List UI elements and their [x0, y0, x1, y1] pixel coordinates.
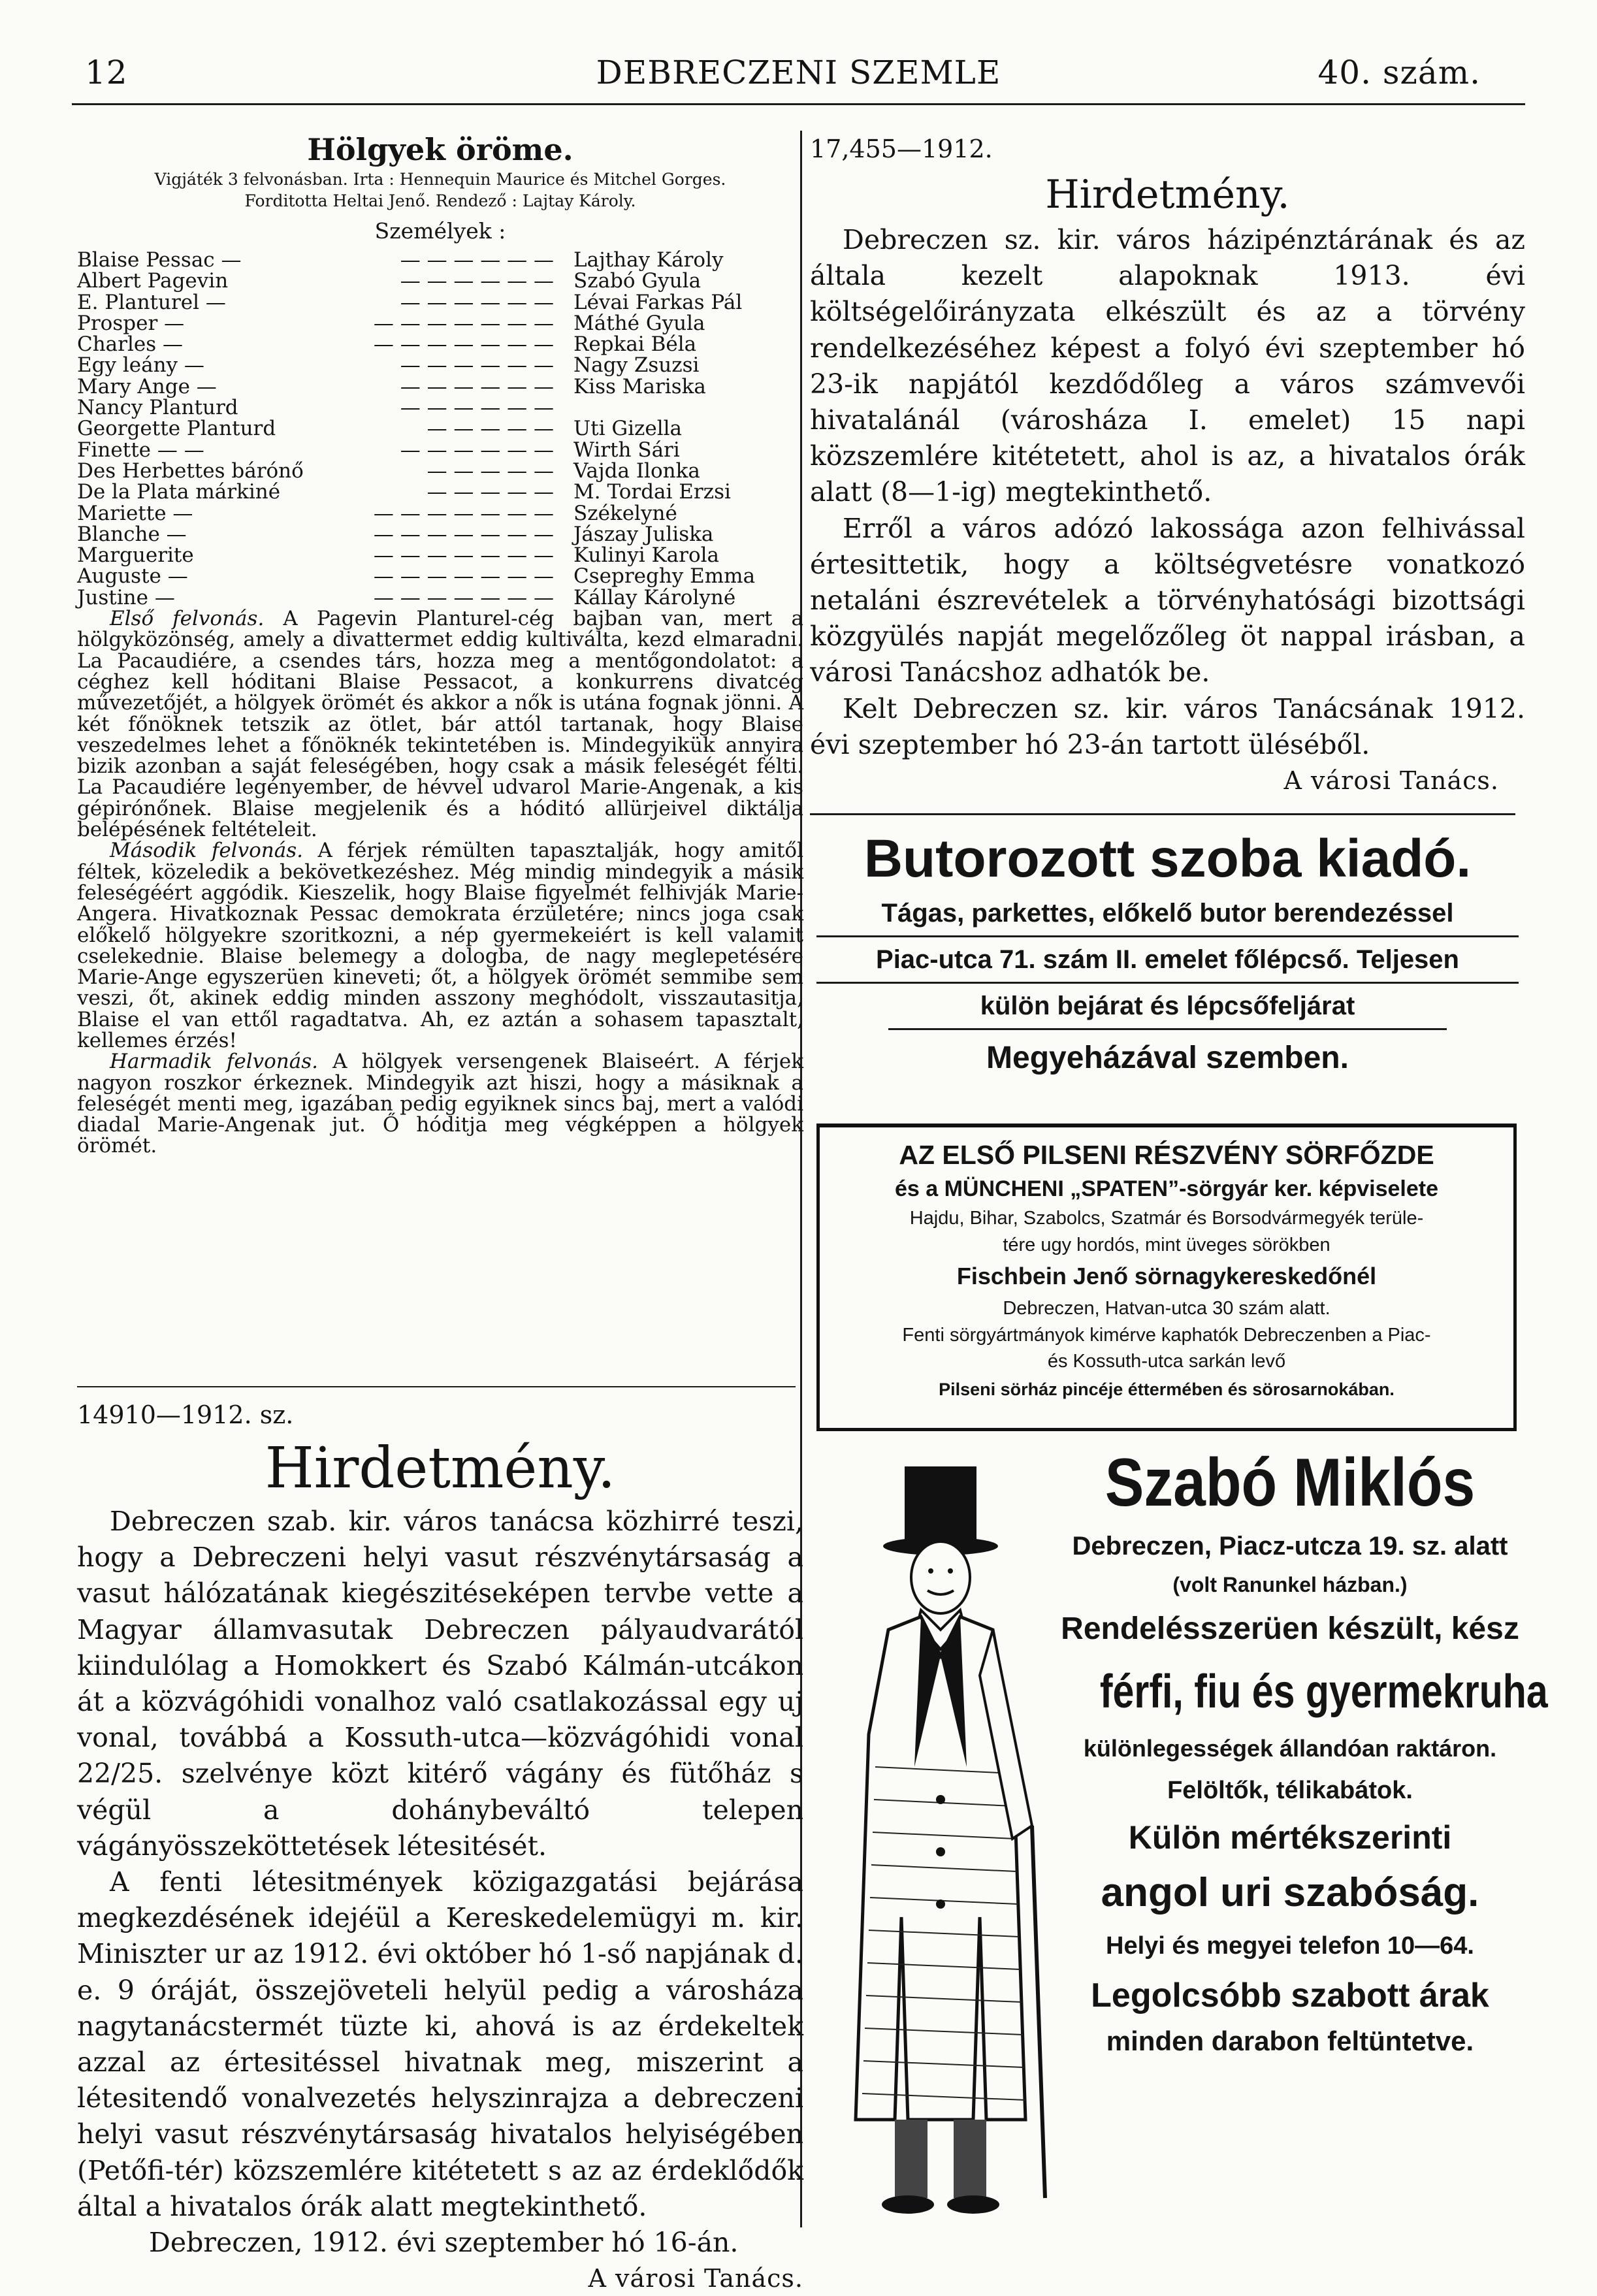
- ad-beer-address: Debreczen, Hatvan-utca 30 szám alatt.: [1003, 1298, 1331, 1319]
- cast-actor: Kiss Mariska: [573, 374, 706, 398]
- cast-role: Mariette —: [77, 501, 193, 525]
- cast-row: [77, 313, 803, 334]
- cast-role: Finette — —: [77, 438, 204, 462]
- cast-heading: Személyek :: [374, 218, 506, 244]
- cast-actor: Repkai Béla: [573, 332, 697, 357]
- cast-role: Charles —: [77, 332, 184, 357]
- cast-dashes: — — — — — — —: [373, 334, 554, 355]
- notice-left-date: Debreczen, 1912. évi szeptember hó 16-án.: [149, 2227, 739, 2259]
- gentleman-illustration: [816, 1460, 1065, 2231]
- publication-title: DEBRECZENI SZEMLE: [596, 54, 1001, 91]
- cast-role: Blanche —: [77, 522, 187, 546]
- section-rule-right: [810, 813, 1515, 815]
- cast-row: [77, 418, 803, 439]
- play-review: [77, 131, 803, 1157]
- act-text: A Pagevin Planturel-cég bajban van, mert a hölgyközönség, amely a divattermet eddig kultiválta, kezd elmaradni. La Pacaudiére, a csendes társ, hozza meg a mentőgondolatot: a céghez kell hóditani Blaise Pessacot, a konkurrens divatcég művezetőjét, a hölgyek örömét és akkor a nők is utána fognak jönni. A két főnöknek tetszik az ötlet, bár attól tartanak, hogy Blaise veszedelmes lehet a főnöknék tekintetében is. Mindegyikük annyira bizik azonban a saját feleségében, hogy csak a másik feleségét félti. La Pacaudiére legényember, de hévvel udvarol Marie-Angenak, a kis gépirónőnek. Blaise megjelenik és a hóditó allürjeivel diktálja belépésének feltételeit.: [77, 607, 803, 842]
- ad-room: [810, 823, 1525, 1082]
- cast-actor: Lajthay Károly: [573, 248, 724, 272]
- act-label: Első felvonás.: [110, 607, 265, 631]
- cast-row: [77, 250, 803, 270]
- cast-actor: Uti Gizella: [573, 417, 683, 441]
- notice-left-signature: A városi Tanács.: [588, 2264, 803, 2293]
- cast-row: [77, 440, 803, 461]
- notice-left-paragraph-1: Debreczen szab. kir. város tanácsa közhirré teszi, hogy a Debreczeni helyi vasut részvénytársaság a vasut hálózatának kiegészitéseképen tervbe vette a Magyar államvasutak Debreczen pályaudvarától kiindulólag a Homokkert és Szabó Kálmán-utcákon át a közvágóhidi vonalhoz való csatlakozással egy uj vonal, továbbá a Kossuth-utca—közvágóhidi vonal 22/25. szelvénye közt kitérő vágány és fütőház s végül a dohánybeváltó telepen vágányösszeköttetések létesitését.: [77, 1506, 803, 1862]
- notice-left: [77, 1397, 803, 2296]
- cast-row: [77, 503, 803, 524]
- cast-role: Nancy Planturd: [77, 396, 238, 420]
- act-summary: [77, 840, 803, 1051]
- cast-actor: Máthé Gyula: [573, 311, 705, 335]
- ad-room-line-4: Megyeházával szemben.: [986, 1041, 1349, 1075]
- cast-dashes: — — — — — —: [400, 250, 554, 271]
- cast-list: [77, 250, 803, 608]
- cast-role: Mary Ange —: [77, 374, 217, 398]
- cast-dashes: — — — — — — —: [373, 312, 554, 334]
- notice-left-ref: 14910—1912. sz.: [77, 1400, 294, 1429]
- ad-tailor: [816, 1440, 1548, 2231]
- cast-dashes: — — — — — —: [400, 291, 554, 313]
- ad-beer-line-1: Hajdu, Bihar, Szabolcs, Szatmár és Borsodvármegyék terüle-: [909, 1208, 1424, 1229]
- page-number: 12: [85, 54, 128, 91]
- cast-actor: Csepreghy Emma: [573, 564, 756, 589]
- cast-actor: Jászay Juliska: [573, 522, 714, 546]
- cast-row: [77, 481, 803, 502]
- issue-number: 40. szám.: [1317, 54, 1481, 91]
- play-credits-1: Vigjáték 3 felvonásban. Irta : Hennequin Maurice és Mitchel Gorges.: [154, 170, 726, 189]
- cast-row: [77, 397, 803, 418]
- cane-icon: [1032, 1826, 1045, 2198]
- cast-actor: Szabó Gyula: [573, 269, 702, 293]
- cast-actor: Vajda Ilonka: [573, 459, 700, 483]
- cast-role: Blaise Pessac —: [77, 248, 242, 272]
- tailor-name: Szabó Miklós: [1105, 1445, 1476, 1521]
- act-label: Harmadik felvonás.: [110, 1050, 319, 1074]
- cast-dashes: — — — — — —: [400, 439, 554, 461]
- cast-role: Justine —: [77, 585, 175, 609]
- tailor-line-6: angol uri szabóság.: [1101, 1870, 1479, 1915]
- act-text: A hölgyek versengenek Blaiseért. A férjek nagyon roszkor érkeznek. Mindegyik azt hiszi, hogy a másiknak a feleségét menti meg, igazában pedig egyiknek sincs baj, mert a valódi diadal Marie-Angenak jut. Ő hóditja meg végképpen a hölgyek örömét.: [77, 1050, 803, 1158]
- cast-dashes: — — — — — —: [400, 397, 554, 419]
- cast-row: [77, 461, 803, 481]
- section-rule: [77, 1386, 796, 1387]
- cast-row: [77, 524, 803, 545]
- cast-actor: [573, 397, 803, 418]
- tailor-former: (volt Ranunkel házban.): [1172, 1573, 1408, 1596]
- cast-dashes: — — — — — —: [400, 270, 554, 292]
- notice-right-paragraph-1: Debreczen sz. kir. város házipénztárának és az általa kezelt alapoknak 1913. évi költségelőirányzata elkészült és az a törvény rendelkezéséhez képest a folyó évi szeptember hó 23-ik napjától kezdődőleg a város számvevői hivatalánál (városháza I. emelet) 15 napi közszemlére kitétetett, ahol is az, a hivatalos órák alatt (8—1-ig) megtekinthető.: [810, 224, 1525, 508]
- cast-actor: Kállay Károlyné: [573, 585, 736, 609]
- cast-dashes: — — — — — — —: [373, 502, 554, 524]
- notice-left-paragraph-2: A fenti létesitmények közigazgatási bejárása megkezdésének idejéül a Kereskedelemügyi m. kir. Miniszter ur az 1912. évi október hó 1-ső napjának d. e. 9 óráját, összejöveteli helyül pedig a városháza nagytanácstermét tüzte ki, ahová is az érdekeltek azzal az értesitéssel hivatnak meg, miszerint a létesitendő vonalvezetés helyszinrajza a debreczeni helyi vasut részvénytársaság hivatalos helyiségében (Petőfi-tér) közszemlére kitétetett s az az érdeklődők által a hivatalos órák alatt megtekinthető.: [77, 1866, 803, 2222]
- tailor-line-7: Helyi és megyei telefon 10—64.: [1106, 1932, 1474, 1960]
- notice-right-ref: 17,455—1912.: [810, 135, 993, 163]
- cast-actor: Nagy Zsuzsi: [573, 353, 700, 378]
- cast-dashes: — — — — —: [427, 460, 554, 482]
- cast-dashes: — — — — —: [427, 418, 554, 440]
- notice-right: [810, 131, 1525, 798]
- cast-role: Des Herbettes bárónő: [77, 459, 304, 483]
- ad-beer-footer: Pilseni sörház pincéje éttermében és sörosarnokában.: [939, 1380, 1395, 1399]
- ad-beer-subtitle: és a MÜNCHENI „SPATEN”-sörgyár ker. képviselete: [894, 1176, 1439, 1201]
- ad-beer: [816, 1124, 1517, 1431]
- ad-beer-line-3: Fenti sörgyártmányok kimérve kaphatók Debreczenben a Piac-: [902, 1325, 1431, 1346]
- cast-actor: Kulinyi Karola: [573, 543, 720, 568]
- top-hat-icon: [905, 1466, 976, 1545]
- play-credits-2: Forditotta Heltai Jenő. Rendező : Lajtay Károly.: [244, 191, 636, 210]
- cast-row: [77, 376, 803, 397]
- notice-right-paragraph-2: Erről a város adózó lakossága azon felhivással értesittetik, hogy a költségvetésre vonatkozó netaláni észrevételek a törvényhatósági bizottsági közgyülés napját megelőzőleg öt nappal irásban, a városi Tanácshoz adhatók be.: [810, 512, 1525, 688]
- cast-dashes: — — — — —: [427, 481, 554, 503]
- cast-row: [77, 587, 803, 608]
- tailor-line-3: különlegességek állandóan raktáron.: [1083, 1735, 1497, 1762]
- act-label: Második felvonás.: [110, 839, 303, 863]
- ad-beer-line-4: és Kossuth-utca sarkán levő: [1047, 1351, 1286, 1372]
- play-title: Hölgyek öröme.: [307, 132, 573, 167]
- ad-room-rule: [816, 935, 1519, 937]
- notice-right-paragraph-3: Kelt Debreczen sz. kir. város Tanácsának 1912. évi szeptember hó 23-án tartott üléséből.: [810, 692, 1525, 760]
- cast-dashes: — — — — — —: [400, 376, 554, 398]
- tailor-address: Debreczen, Piacz-utcza 19. sz. alatt: [1072, 1532, 1508, 1560]
- cast-role: Prosper —: [77, 311, 185, 335]
- cast-actor: M. Tordai Erzsi: [573, 480, 731, 504]
- cast-role: Egy leány —: [77, 353, 204, 378]
- cast-role: E. Planturel —: [77, 290, 226, 314]
- notice-right-signature: A városi Tanács.: [1283, 766, 1499, 796]
- notice-right-title: Hirdetmény.: [1045, 172, 1290, 218]
- header-rule: [72, 103, 1525, 105]
- cast-role: Georgette Planturd: [77, 417, 276, 441]
- cast-role: Albert Pagevin: [77, 269, 229, 293]
- cast-role: Auguste —: [77, 564, 188, 589]
- tailor-line-2: férfi, fiu és gyermekruha: [1099, 1666, 1548, 1718]
- cast-dashes: — — — — — — —: [373, 587, 554, 609]
- ad-room-line-1: Tágas, parkettes, előkelő butor berendezéssel: [881, 899, 1454, 928]
- cast-role: De la Plata márkiné: [77, 480, 281, 504]
- notice-left-title: Hirdetmény.: [265, 1436, 616, 1501]
- cast-actor: Lévai Farkas Pál: [573, 290, 743, 314]
- ad-room-rule-3: [888, 1028, 1447, 1030]
- cast-row: [77, 355, 803, 376]
- ad-room-title: Butorozott szoba kiadó.: [863, 829, 1472, 888]
- ad-beer-line-2: tére ugy hordós, mint üveges sörökben: [1003, 1235, 1331, 1255]
- tailor-line-4: Felöltők, télikabátok.: [1167, 1777, 1413, 1804]
- act-text: A férjek rémülten tapasztalják, hogy amitől féltek, közeledik a bekövetkezéshez. Még mindig mindegyik a másik feleségéért aggódik. Kieszelik, hogy Blaise figyelmét felhivják Marie-Angera. Hivatkoznak Pessac demokrata érzületére; nincs joga csak előkelő hölgyekre szoritkozni, a nép gyermekeiért is kell valamit cselekednie. Blaise belemegy a dologba, de nagy meglepetésére Marie-Ange egyszerüen kineveti; őt, a hölgyek örömét semmibe sem veszi, őt, akinek eddig minden asszony meghódolt, visszautasitja, Blaise el van ettől ragadtatva. Ah, ez aztán a sohasem tapasztalt, kellemes érzés!: [77, 839, 803, 1052]
- ad-room-line-3: külön bejárat és lépcsőfeljárat: [980, 992, 1355, 1020]
- cast-actor: Wirth Sári: [573, 438, 680, 462]
- cast-row: [77, 270, 803, 291]
- tailor-line-5: Külön mértékszerinti: [1128, 1819, 1452, 1856]
- cast-row: [77, 566, 803, 587]
- cast-dashes: — — — — — — —: [373, 566, 554, 587]
- ad-room-rule-2: [816, 982, 1519, 984]
- tailor-line-8: Legolcsóbb szabott árak: [1091, 1977, 1489, 2014]
- ad-room-line-2: Piac-utca 71. szám II. emelet főlépcső. Teljesen: [876, 945, 1459, 974]
- act-summary: [77, 608, 803, 840]
- cast-row: [77, 545, 803, 566]
- cast-dashes: — — — — — — —: [373, 545, 554, 566]
- cast-dashes: — — — — — —: [400, 355, 554, 376]
- cast-actor: Székelyné: [573, 501, 677, 525]
- tailor-line-9: minden darabon feltüntetve.: [1106, 2026, 1474, 2056]
- ad-beer-title: AZ ELSŐ PILSENI RÉSZVÉNY SÖRFŐZDE: [899, 1140, 1434, 1170]
- cast-role: Marguerite: [77, 543, 194, 568]
- cast-dashes: — — — — — — —: [373, 523, 554, 545]
- cast-row: [77, 334, 803, 355]
- act-summaries: [77, 608, 803, 1157]
- ad-beer-merchant: Fischbein Jenő sörnagykereskedőnél: [956, 1263, 1377, 1289]
- act-summary: [77, 1051, 803, 1156]
- tailor-line-1: Rendelésszerüen készült, kész: [1061, 1611, 1519, 1646]
- cast-row: [77, 292, 803, 313]
